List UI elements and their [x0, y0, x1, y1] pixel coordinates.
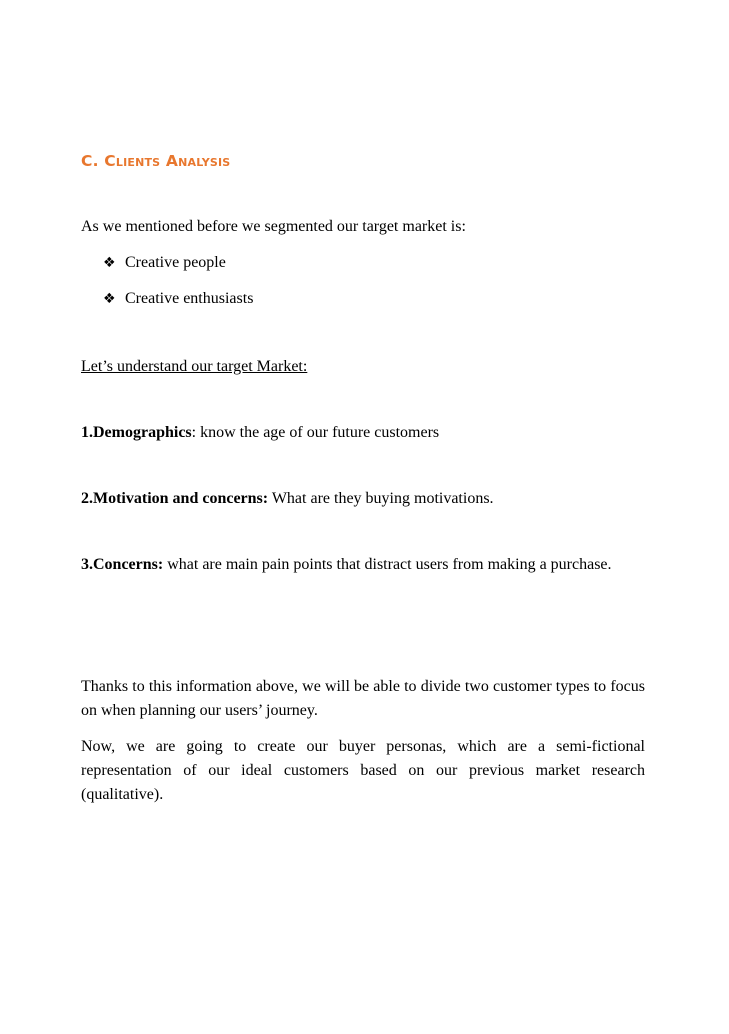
- segment-label: Creative enthusiasts: [125, 290, 254, 307]
- point-text: What are they buying motivations.: [268, 490, 494, 507]
- section-title: Clients Analysis: [104, 152, 231, 170]
- document-page: [81, 0, 645, 1034]
- point-title: 3.Concerns:: [81, 556, 164, 573]
- conclusion-paragraph-2: Now, we are going to create our buyer personas, which are a semi-fictional representation of our ideal customers based on our previous market research (qualitative).: [81, 738, 645, 803]
- understand-heading: Let’s understand our target Market:: [81, 358, 308, 375]
- point-demographics: [81, 421, 645, 445]
- segment-label: Creative people: [125, 254, 226, 271]
- point-motivation: [81, 487, 645, 511]
- point-text: what are main pain points that distract users from making a purchase.: [163, 556, 612, 573]
- list-item: [103, 251, 253, 287]
- list-item: [103, 287, 253, 323]
- section-letter: C.: [81, 152, 99, 170]
- segment-list: [103, 251, 253, 323]
- point-title: 1.Demographics: [81, 424, 192, 441]
- conclusion-paragraph-1: Thanks to this information above, we will be able to divide two customer types to focus on when planning our users’ journey.: [81, 678, 645, 719]
- intro-paragraph: As we mentioned before we segmented our target market is:: [81, 218, 466, 235]
- point-text: : know the age of our future customers: [191, 424, 440, 441]
- four-diamond-bullet-icon: ❖: [103, 255, 116, 271]
- point-title: 2.Motivation and concerns:: [81, 490, 269, 507]
- four-diamond-bullet-icon: ❖: [103, 291, 116, 307]
- point-concerns: [81, 553, 645, 577]
- section-heading: [81, 152, 230, 170]
